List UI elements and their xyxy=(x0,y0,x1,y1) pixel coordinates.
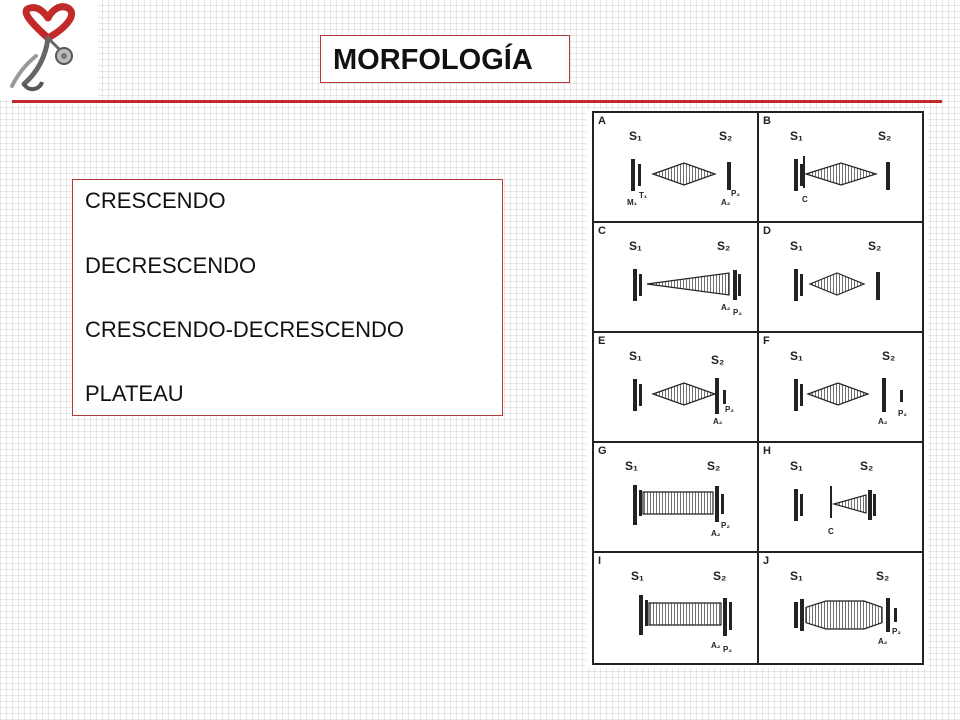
heart-sound-label-s1: S₁ xyxy=(629,129,642,143)
component-label: C xyxy=(828,527,834,536)
component-label: A₂ xyxy=(721,198,731,207)
heart-sound-bar xyxy=(800,274,803,296)
heart-sound-bar xyxy=(638,164,641,186)
component-label: M₁ xyxy=(627,198,637,207)
heart-sound-bar xyxy=(639,384,642,406)
heart-sound-label-s2: S₂ xyxy=(876,569,890,583)
heart-sound-bar xyxy=(633,269,637,301)
heart-sound-label-s2: S₂ xyxy=(860,459,874,473)
murmur-shape xyxy=(643,492,713,514)
heart-sound-bar xyxy=(794,269,798,301)
heart-sound-label-s1: S₁ xyxy=(629,349,642,363)
click-bar xyxy=(830,486,832,518)
heart-sound-bar xyxy=(794,489,798,521)
morphology-list xyxy=(72,179,503,416)
heart-sound-bar xyxy=(794,602,798,628)
murmur-diagram-svg xyxy=(586,110,928,668)
heart-sound-label-s2: S₂ xyxy=(713,569,727,583)
component-label: T₁ xyxy=(639,191,648,200)
component-label: A₂ xyxy=(713,417,723,426)
heart-sound-label-s1: S₁ xyxy=(629,239,642,253)
component-label: P₂ xyxy=(731,189,740,198)
heart-sound-label-s2: S₂ xyxy=(711,353,725,367)
heart-sound-bar xyxy=(633,379,637,411)
heart-sound-bar xyxy=(738,274,741,296)
component-label: A₂ xyxy=(711,529,721,538)
heart-sound-bar xyxy=(868,490,872,520)
component-label: P₂ xyxy=(725,405,734,414)
panel-letter-c: C xyxy=(598,225,606,237)
heart-sound-label-s2: S₂ xyxy=(868,239,882,253)
list-item-decrescendo: DECRESCENDO xyxy=(85,253,257,278)
heart-sound-bar xyxy=(882,378,886,412)
murmur-diagram-figure xyxy=(586,110,928,668)
list-item-crescendo-decrescendo: CRESCENDO-DECRESCENDO xyxy=(85,317,405,342)
heart-sound-label-s1: S₁ xyxy=(790,569,803,583)
heart-sound-bar xyxy=(639,274,642,296)
heart-sound-bar xyxy=(733,270,737,300)
page-title: MORFOLOGÍA xyxy=(333,44,533,76)
heart-sound-label-s2: S₂ xyxy=(719,129,733,143)
click-bar xyxy=(803,156,805,188)
heart-sound-label-s2: S₂ xyxy=(707,459,721,473)
panel-letter-f: F xyxy=(763,335,770,347)
component-label: P₂ xyxy=(898,409,907,418)
heart-sound-bar xyxy=(800,164,803,186)
heart-sound-label-s2: S₂ xyxy=(882,349,896,363)
heart-sound-bar xyxy=(633,485,637,525)
heart-sound-bar xyxy=(794,159,798,191)
heart-sound-bar xyxy=(715,378,719,414)
heart-sound-bar xyxy=(721,494,724,514)
heart-sound-bar xyxy=(876,272,880,300)
header-divider xyxy=(12,100,942,103)
heart-stethoscope-icon xyxy=(0,0,98,100)
heart-sound-label-s1: S₁ xyxy=(790,349,803,363)
component-label: A₂ xyxy=(878,417,888,426)
title-box xyxy=(320,35,570,83)
heart-sound-label-s1: S₁ xyxy=(790,239,803,253)
heart-sound-label-s2: S₂ xyxy=(878,129,892,143)
heart-sound-label-s1: S₁ xyxy=(790,129,803,143)
heart-sound-bar xyxy=(800,494,803,516)
panel-letter-e: E xyxy=(598,335,606,347)
logo xyxy=(0,0,98,100)
list-item-crescendo: CRESCENDO xyxy=(85,188,226,213)
heart-sound-bar xyxy=(723,598,727,636)
heart-sound-bar xyxy=(800,599,804,631)
component-label: P₂ xyxy=(723,645,732,654)
heart-sound-bar xyxy=(727,162,731,190)
heart-sound-label-s1: S₁ xyxy=(631,569,644,583)
heart-sound-bar xyxy=(639,595,643,635)
panel-letter-g: G xyxy=(598,445,607,457)
heart-sound-bar xyxy=(873,494,876,516)
heart-sound-bar xyxy=(886,162,890,190)
panel-letter-b: B xyxy=(763,115,771,127)
murmur-shape xyxy=(806,601,882,629)
panel-letter-h: H xyxy=(763,445,771,457)
heart-sound-bar xyxy=(645,600,648,626)
panel-letter-j: J xyxy=(763,555,770,567)
heart-sound-bar xyxy=(715,486,719,522)
list-item-plateau: PLATEAU xyxy=(85,381,184,406)
heart-sound-label-s1: S₁ xyxy=(790,459,803,473)
heart-sound-bar xyxy=(729,602,732,630)
component-label: P₂ xyxy=(733,308,742,317)
heart-sound-bar xyxy=(894,608,897,622)
panel-letter-a: A xyxy=(598,115,606,127)
heart-sound-bar xyxy=(631,159,635,191)
panel-letter-i: I xyxy=(598,555,602,567)
component-label: A₂ xyxy=(711,641,721,650)
heart-sound-bar xyxy=(886,598,890,632)
heart-sound-label-s2: S₂ xyxy=(717,239,731,253)
murmur-shape xyxy=(649,603,721,625)
panel-letter-d: D xyxy=(763,225,771,237)
heart-sound-label-s1: S₁ xyxy=(625,459,638,473)
heart-sound-bar xyxy=(723,390,726,404)
heart-sound-bar xyxy=(900,390,903,402)
component-label: A₂ xyxy=(878,637,888,646)
heart-sound-bar xyxy=(800,384,803,406)
component-label: A₂ xyxy=(721,303,731,312)
heart-sound-bar xyxy=(794,379,798,411)
heart-sound-bar xyxy=(639,490,642,516)
component-label: P₂ xyxy=(721,521,730,530)
component-label: P₂ xyxy=(892,627,901,636)
component-label: C xyxy=(802,195,808,204)
